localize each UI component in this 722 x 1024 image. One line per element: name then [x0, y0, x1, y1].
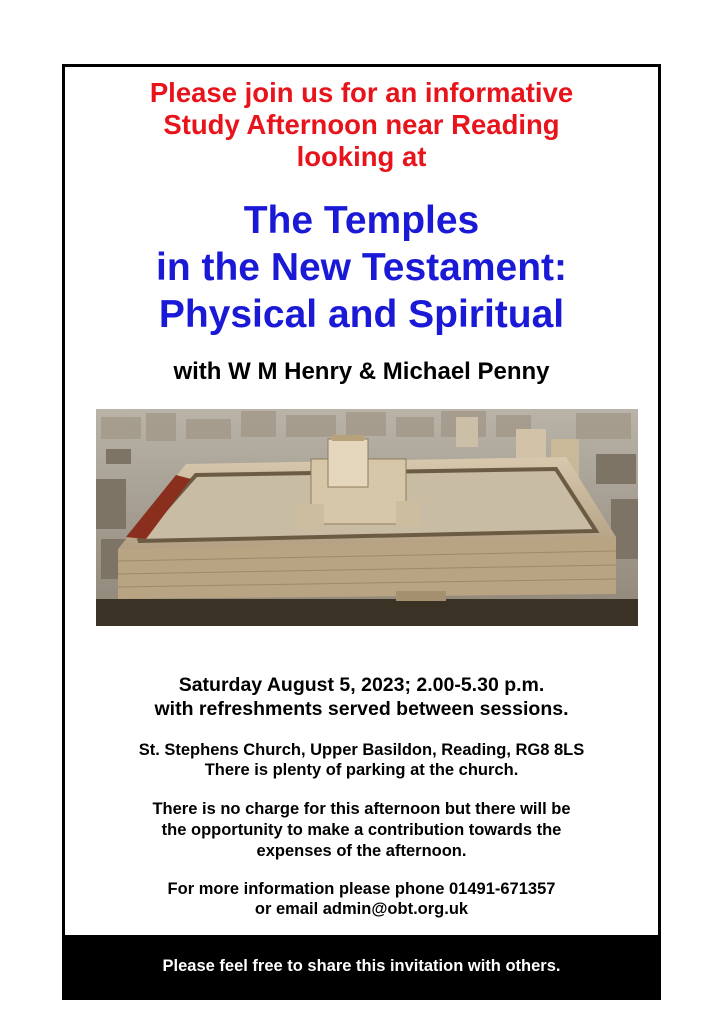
invitation-intro — [65, 77, 658, 173]
invitation-poster — [62, 64, 661, 1000]
phone-line: For more information please phone 01491-671357 — [167, 880, 556, 898]
title-line: in the New Testament: — [155, 246, 567, 289]
presenters-line: with W M Henry & Michael Penny — [173, 358, 550, 385]
share-footer: Please feel free to share this invitation with others. — [65, 935, 658, 997]
intro-line: Please join us for an informative — [149, 77, 574, 108]
contact-block — [65, 879, 658, 919]
email-line: or email admin@obt.org.uk — [254, 900, 469, 918]
parking-line: There is plenty of parking at the church. — [204, 761, 519, 779]
refreshments-line: with refreshments served between sessions. — [154, 698, 569, 720]
title-line: Physical and Spiritual — [158, 293, 565, 336]
charge-line: There is no charge for this afternoon but there will be — [152, 800, 571, 818]
charge-block — [65, 799, 658, 862]
venue-line: St. Stephens Church, Upper Basildon, Reading, RG8 8LS — [138, 741, 585, 759]
event-date-block — [65, 673, 658, 721]
charge-line: expenses of the afternoon. — [256, 842, 467, 860]
event-title — [65, 197, 658, 338]
charge-line: the opportunity to make a contribution towards the — [161, 821, 562, 839]
title-line: The Temples — [243, 199, 480, 242]
temple-model-photo — [96, 409, 638, 626]
date-line: Saturday August 5, 2023; 2.00-5.30 p.m. — [178, 674, 545, 696]
venue-block — [65, 740, 658, 780]
intro-line: looking at — [296, 141, 427, 172]
intro-line: Study Afternoon near Reading — [163, 109, 560, 140]
